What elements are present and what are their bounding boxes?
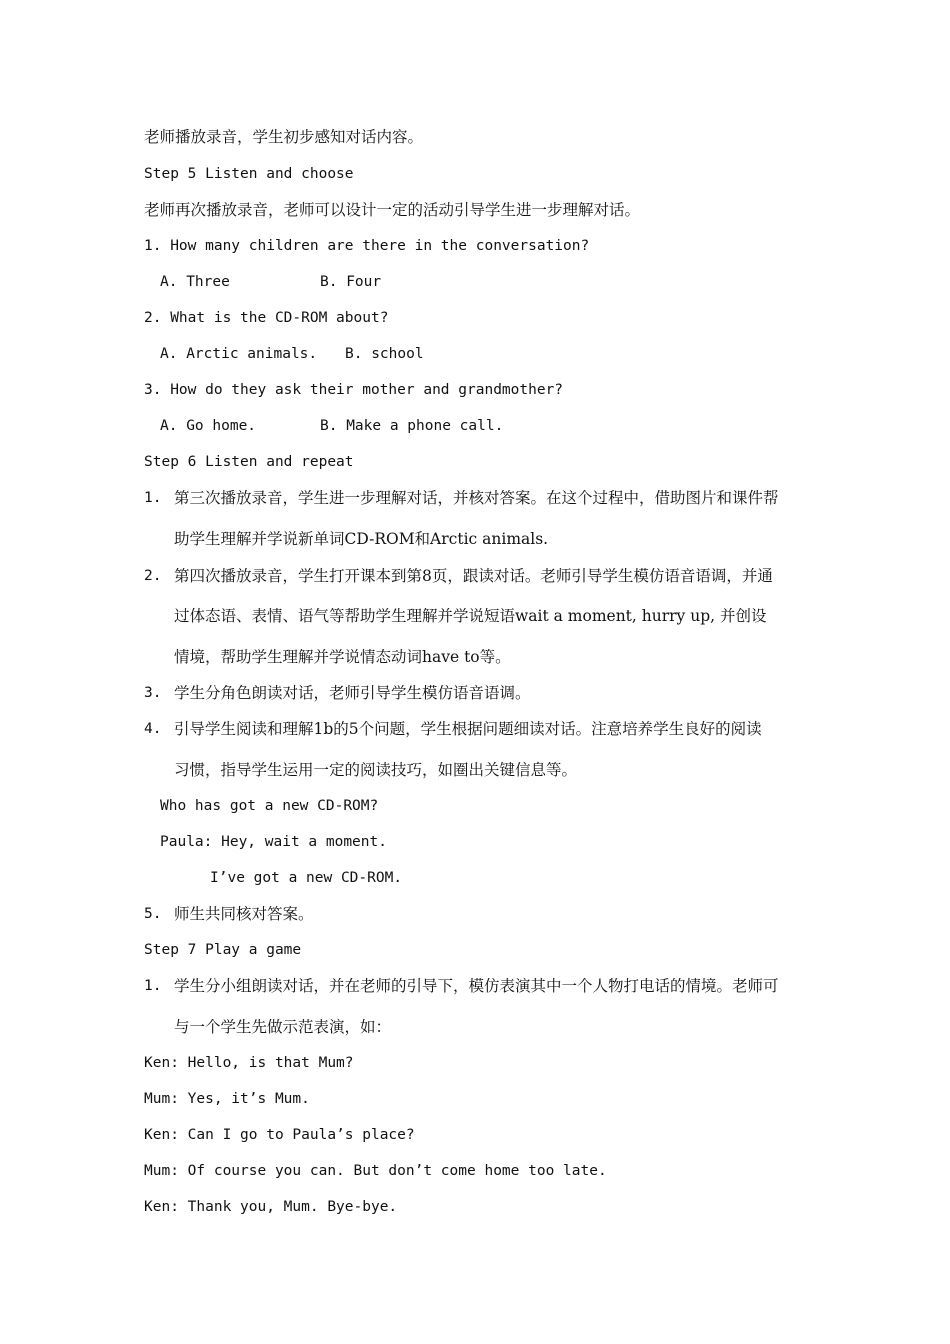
step6-item-2-line-3: 情境，帮助学生理解并学说情态动词have to等。 [174,648,511,666]
question-3-option-b: B. Make a phone call. [320,418,504,434]
question-2: 2. What is the CD-ROM about? [144,310,389,326]
step6-item-2-line-1: 第四次播放录音，学生打开课本到第8页，跟读对话。老师引导学生模仿语音语调，并通 [174,567,773,585]
dialogue-line-1: Ken: Hello, is that Mum? [144,1055,354,1071]
step5-heading: Step 5 Listen and choose [144,166,354,182]
step6-item-3-line-1: 学生分角色朗读对话，老师引导学生模仿语音语调。 [174,684,531,702]
question-3-option-a: A. Go home. [160,418,257,434]
step6-heading: Step 6 Listen and repeat [144,454,354,470]
step6-item-3-number: 3. [144,685,162,701]
dialogue-line-5: Ken: Thank you, Mum. Bye-bye. [144,1199,398,1215]
step6-item-5-number: 5. [144,906,162,922]
step7-heading: Step 7 Play a game [144,942,302,958]
question-3: 3. How do they ask their mother and grandmother? [144,382,564,398]
step6-item-5-text: 师生共同核对答案。 [174,905,314,923]
question-1: 1. How many children are there in the conversation? [144,238,590,254]
step6-item-4-line-2: 习惯，指导学生运用一定的阅读技巧，如圈出关键信息等。 [174,761,578,779]
step6-item-1-line-2: 助学生理解并学说新单词CD-ROM和Arctic animals. [174,530,549,548]
step6-item-4-line-1: 引导学生阅读和理解1b的5个问题，学生根据问题细读对话。注意培养学生良好的阅读 [174,720,762,738]
step6-item-1-line-1: 第三次播放录音，学生进一步理解对话，并核对答案。在这个过程中，借助图片和课件帮 [174,489,779,507]
step6-item-2-number: 2. [144,568,162,584]
step7-item-1-line-2: 与一个学生先做示范表演，如： [174,1018,392,1036]
dialogue-line-4: Mum: Of course you can. But don’t come home too late. [144,1163,607,1179]
step6-item-4-number: 4. [144,721,162,737]
question-1-option-a: A. Three [160,274,230,290]
step6-item-2-line-2: 过体态语、表情、语气等帮助学生理解并学说短语wait a moment, hurry up, 并创设 [174,607,767,625]
example-line-1: Paula: Hey, wait a moment. [160,834,387,850]
question-2-option-a: A. Arctic animals. [160,346,318,362]
dialogue-line-3: Ken: Can I go to Paula’s place? [144,1127,415,1143]
example-line-2: I’ve got a new CD-ROM. [210,870,403,886]
example-question: Who has got a new CD-ROM? [160,798,379,814]
step7-item-1-line-1: 学生分小组朗读对话，并在老师的引导下，模仿表演其中一个人物打电话的情境。老师可 [174,977,779,995]
step5-paragraph: 老师再次播放录音，老师可以设计一定的活动引导学生进一步理解对话。 [144,201,641,219]
question-1-option-b: B. Four [320,274,382,290]
step7-item-1-number: 1. [144,978,162,994]
step6-item-1-number: 1. [144,490,162,506]
dialogue-line-2: Mum: Yes, it’s Mum. [144,1091,310,1107]
question-2-option-b: B. school [345,346,424,362]
intro-paragraph: 老师播放录音，学生初步感知对话内容。 [144,128,424,146]
